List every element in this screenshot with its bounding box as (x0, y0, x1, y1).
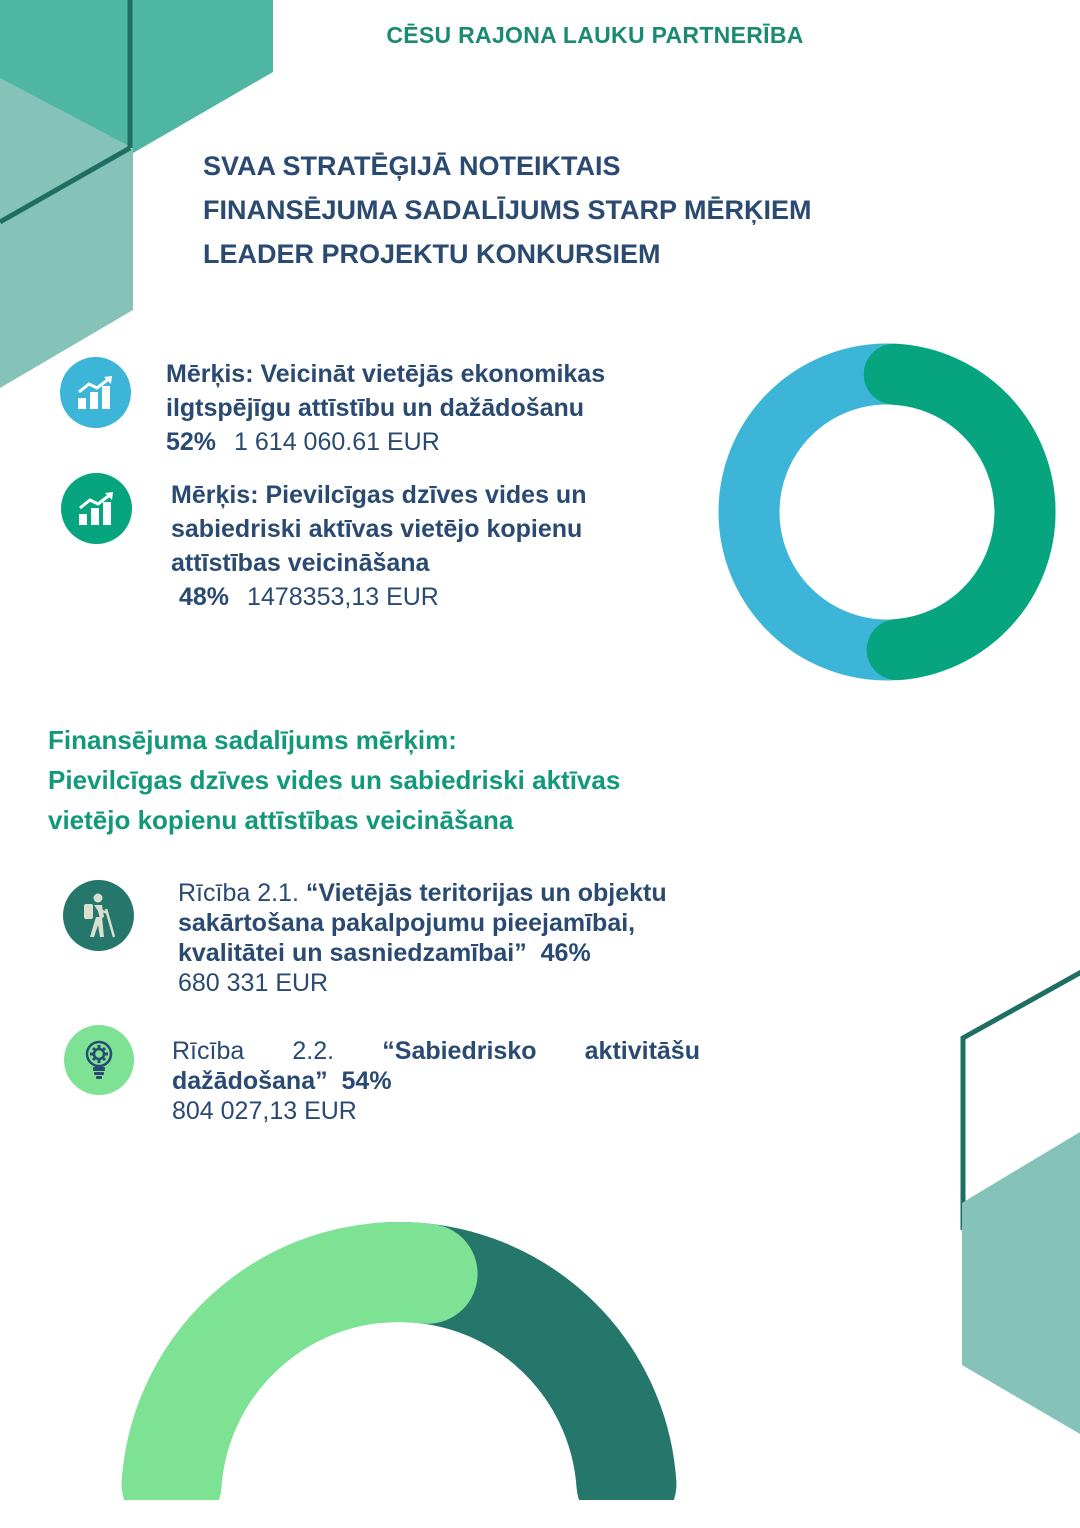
goal-1-percent: 52% (166, 428, 217, 456)
goal-1-title-line: Mērķis: Veicināt vietējās ekonomikas (166, 360, 606, 388)
goal-1-amount: 1 614 060.61 EUR (234, 428, 440, 456)
goal-2-percent: 48% (179, 583, 230, 611)
main-title-line: SVAA STRATĒĢIJĀ NOTEIKTAIS (203, 151, 621, 181)
main-title (203, 144, 983, 276)
action-2-amount: 804 027,13 EUR (172, 1097, 357, 1125)
deco-shape-right (962, 1132, 1080, 1434)
growth-chart-icon (77, 492, 117, 526)
organization-name: CĒSU RAJONA LAUKU PARTNERĪBA (386, 22, 804, 48)
goal-1-amount-row (166, 425, 686, 459)
action-2 (172, 1036, 700, 1126)
growth-chart-icon (76, 376, 116, 410)
action-1-amount: 680 331 EUR (178, 969, 329, 997)
goal-2-title-line: Mērķis: Pievilcīgas dzīves vides un (171, 481, 587, 509)
action-2-icon-circle (64, 1025, 134, 1095)
goal-1 (166, 357, 686, 459)
action-2-lead: Rīcība 2.2. (172, 1037, 383, 1065)
action-1-name: “Vietējās teritorijas un objektu sakārtošana pakalpojumu pieejamībai, kvalitātei un sasniedzamībai” (178, 879, 667, 967)
donut-chart (710, 335, 1065, 690)
main-title-line: FINANSĒJUMA SADALĪJUMS STARP MĒRĶIEM (203, 195, 812, 225)
donut-slice-goal-2 (894, 374, 1025, 649)
goal-2-amount: 1478353,13 EUR (247, 583, 439, 611)
action-1-lead: Rīcība 2.1. (178, 879, 306, 907)
lightbulb-gear-icon (82, 1040, 116, 1080)
goal-2 (171, 478, 691, 614)
main-title-line: LEADER PROJEKTU KONKURSIEM (203, 239, 661, 269)
section-title (48, 720, 848, 840)
goal-2-amount-row (171, 580, 691, 614)
section-title-line: vietējo kopienu attīstības veicināšana (48, 805, 514, 835)
action-1 (178, 878, 718, 998)
goal-2-icon-circle (61, 473, 132, 544)
action-1-percent: 46% (540, 939, 591, 967)
goal-1-title-line: ilgtspējīgu attīstību un dažādošanu (166, 394, 585, 422)
action-2-name: “Sabiedrisko aktivitāšu dažādošana” (172, 1037, 700, 1095)
section-title-line: Pievilcīgas dzīves vides un sabiedriski aktīvas (48, 765, 621, 795)
goal-2-title-line: attīstības veicināšana (171, 549, 430, 577)
section-title-line: Finansējuma sadalījums mērķim: (48, 725, 457, 755)
action-2-percent: 54% (341, 1067, 392, 1095)
semicircle-chart (120, 1200, 680, 1500)
semicircle-slice-action-2-2 (172, 1272, 428, 1484)
goal-1-icon-circle (60, 357, 131, 428)
goal-2-title-line: sabiedriski aktīvas vietējo kopienu (171, 515, 583, 543)
hiker-icon (78, 893, 120, 939)
action-1-icon-circle (63, 880, 134, 951)
